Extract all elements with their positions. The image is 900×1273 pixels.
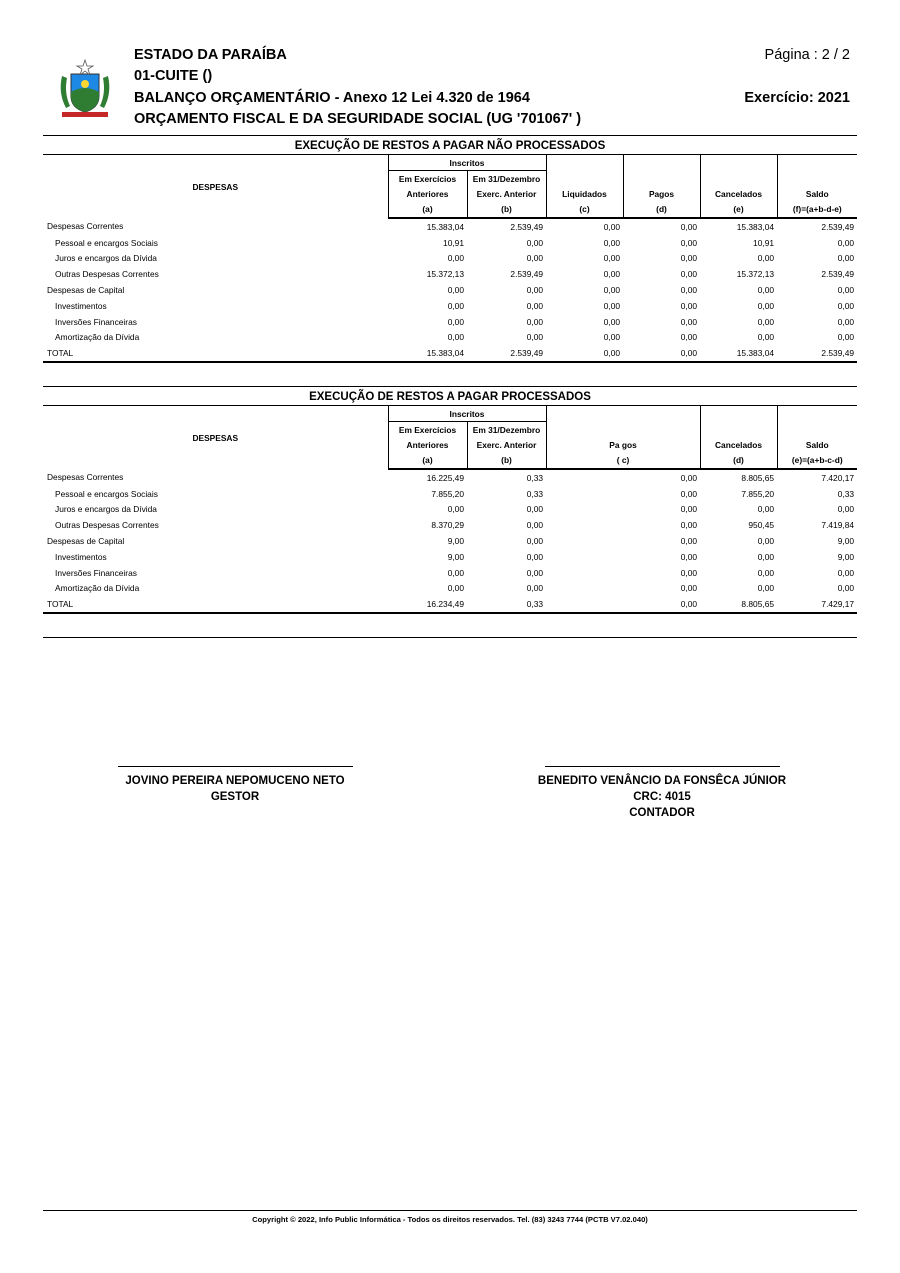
row-value: 0,00 [526,504,544,515]
row-label: Juros e encargos da Dívida [55,253,157,264]
row-value: 0,00 [837,332,855,343]
row-label: Investimentos [55,300,107,311]
row-value: 0,00 [526,332,544,343]
section-title: EXECUÇÃO DE RESTOS A PAGAR PROCESSADOS [43,389,857,406]
col-f-header: Saldo [777,186,857,201]
table-row [43,314,857,330]
col-e-code: (e)=(a+b-c-d) [777,452,857,469]
row-value: 9,00 [837,536,855,547]
row-value: 0,00 [680,567,698,578]
row-value: 8.805,65 [741,472,775,483]
row-value: 0,00 [447,583,464,594]
col-b-sub: Exerc. Anterior [467,437,546,452]
row-value: 0,00 [603,237,621,248]
row-value: 0,00 [680,583,698,594]
row-value: 0,00 [623,345,700,362]
row-value: 0,00 [526,300,544,311]
row-label: Despesas de Capital [47,536,125,547]
row-value: 0,00 [526,316,544,327]
signer-role: CONTADOR [629,807,695,819]
row-value: 0,00 [680,332,698,343]
col-d-header: Cancelados [700,437,777,452]
col-a-code: (a) [388,201,467,218]
signature-line [545,766,780,767]
row-value: 0,00 [837,237,855,248]
row-value: 0,00 [680,300,698,311]
row-value: 7.855,20 [741,488,775,499]
signature-manager [100,766,370,805]
row-value: 0,00 [526,520,544,531]
table-row [43,502,857,518]
row-value: 0,00 [526,567,544,578]
signer-name: JOVINO PEREIRA NEPOMUCENO NETO [125,775,345,787]
row-value: 0,00 [447,504,464,515]
row-value: 0,00 [680,316,698,327]
row-value: 950,45 [748,520,775,531]
row-value: 15.372,13 [736,269,775,280]
table-row [43,266,857,282]
row-value: 0,00 [837,300,855,311]
row-value: 0,33 [526,488,544,499]
row-value: 0,00 [680,488,698,499]
row-value: 0,00 [757,583,775,594]
col-despesas: DESPESAS [192,181,239,192]
row-value: 2.539,49 [467,345,546,362]
row-value: 10,91 [753,237,775,248]
row-value: 9,00 [447,536,464,547]
signature-accountant [512,766,812,821]
row-value: 0,33 [837,488,855,499]
divider [43,135,857,136]
copyright-footer: Copyright © 2022, Info Public Informática - Todos os direitos reservados. Tel. (83) 3243 7744 (PCTB V7.02.040) [43,1210,857,1224]
col-a-sub: Anteriores [388,437,467,452]
report-title: BALANÇO ORÇAMENTÁRIO - Anexo 12 Lei 4.320 de 1964 [134,90,530,106]
row-value: 0,00 [837,583,855,594]
row-value: 0,00 [680,237,698,248]
row-label: Despesas Correntes [47,472,124,483]
row-value: 0,00 [603,269,621,280]
row-value: 15.383,04 [736,221,775,232]
row-label: Investimentos [55,551,107,562]
row-value: 0,00 [757,316,775,327]
row-value: 2.539,49 [821,221,855,232]
col-despesas: DESPESAS [192,432,239,443]
table-processed [43,389,857,614]
row-value: 0,00 [526,536,544,547]
row-value: 0,00 [546,345,623,362]
col-c-header: Pa gos [546,437,700,452]
row-value: 0,00 [603,300,621,311]
row-value: 0,00 [837,253,855,264]
row-value: 0,33 [526,472,544,483]
row-value: 0,00 [447,253,464,264]
coat-of-arms-logo [56,58,114,120]
table-row [43,581,857,597]
table-row [43,235,857,251]
row-value: 0,00 [526,253,544,264]
table-row [43,533,857,549]
fiscal-year: Exercício: 2021 [744,90,850,106]
row-label: Amortização da Dívida [55,332,140,343]
row-value: 0,00 [447,285,464,296]
table-row [43,486,857,502]
state-name: ESTADO DA PARAÍBA [134,47,287,63]
row-value: 2.539,49 [821,269,855,280]
row-value: 0,00 [680,520,698,531]
signer-name: BENEDITO VENÂNCIO DA FONSÊCA JÚNIOR [537,775,787,787]
row-value: 0,00 [680,269,698,280]
signature-line [118,766,353,767]
table-row [43,251,857,267]
row-value: 15.372,13 [426,269,464,280]
table-row [43,218,857,235]
section-title: EXECUÇÃO DE RESTOS A PAGAR NÃO PROCESSADOS [43,138,857,155]
col-f-code: (f)=(a+b-d-e) [777,201,857,218]
row-value: 15.383,04 [388,345,467,362]
col-a-sub: Anteriores [388,186,467,201]
col-group-inscritos: Inscritos [388,406,546,422]
row-value: 0,00 [546,596,700,613]
row-value: 0,00 [680,536,698,547]
divider [43,637,857,638]
row-label: Pessoal e encargos Sociais [55,237,158,248]
col-a-code: (a) [388,452,467,469]
signer-role: GESTOR [210,791,260,803]
row-value: 15.383,04 [426,221,464,232]
row-value: 7.420,17 [821,472,855,483]
row-value: 0,00 [837,567,855,578]
row-value: 2.539,49 [510,269,544,280]
row-value: 8.805,65 [700,596,777,613]
row-label: Inversões Financeiras [55,567,137,578]
table-row [43,298,857,314]
row-value: 0,00 [526,551,544,562]
table-unprocessed [43,138,857,363]
row-label: Outras Despesas Correntes [55,269,159,280]
row-value: 0,00 [757,332,775,343]
row-value: 0,00 [447,567,464,578]
row-value: 7.429,17 [777,596,857,613]
row-value: 0,00 [603,253,621,264]
col-b-header: Em 31/Dezembro [467,422,546,438]
row-value: 0,00 [603,221,621,232]
row-value: 0,00 [837,285,855,296]
table-row [43,469,857,486]
col-c-header: Liquidados [546,186,623,201]
row-value: 16.225,49 [426,472,464,483]
col-e-code: (e) [700,201,777,218]
row-label: Amortização da Dívida [55,583,140,594]
row-value: 8.370,29 [431,520,464,531]
col-group-inscritos: Inscritos [388,155,546,171]
row-value: 16.234,49 [388,596,467,613]
row-label: Pessoal e encargos Sociais [55,488,158,499]
row-label: Despesas de Capital [47,285,125,296]
col-b-code: (b) [467,452,546,469]
row-label: Despesas Correntes [47,221,124,232]
row-value: 0,00 [757,300,775,311]
table-row [43,282,857,298]
row-value: 0,00 [757,253,775,264]
row-value: 15.383,04 [700,345,777,362]
row-value: 0,00 [757,504,775,515]
divider [43,386,857,387]
row-value: 0,00 [447,332,464,343]
row-value: 0,00 [526,285,544,296]
row-label: Juros e encargos da Dívida [55,504,157,515]
row-value: 0,00 [837,504,855,515]
row-value: 0,00 [447,316,464,327]
row-value: 0,00 [680,504,698,515]
row-value: 0,00 [680,285,698,296]
col-d-code: (d) [700,452,777,469]
row-value: 0,00 [680,253,698,264]
col-b-sub: Exerc. Anterior [467,186,546,201]
row-value: 0,00 [526,237,544,248]
row-value: 0,00 [526,583,544,594]
report-scope: ORÇAMENTO FISCAL E DA SEGURIDADE SOCIAL (UG '701067' ) [134,111,582,127]
row-value: 0,00 [603,316,621,327]
table-row [43,517,857,533]
col-b-header: Em 31/Dezembro [467,171,546,187]
row-value: 0,00 [757,285,775,296]
row-value: 0,00 [447,300,464,311]
col-a-header: Em Exercícios [388,171,467,187]
col-c-code: (c) [546,201,623,218]
row-label: TOTAL [43,345,388,362]
row-value: 9,00 [447,551,464,562]
col-a-header: Em Exercícios [388,422,467,438]
row-value: 0,00 [757,567,775,578]
row-value: 0,00 [603,332,621,343]
table-row [43,549,857,565]
row-value: 0,33 [467,596,546,613]
table-row [43,345,857,362]
row-label: Inversões Financeiras [55,316,137,327]
entity-name: 01-CUITE () [134,68,213,84]
row-value: 0,00 [680,472,698,483]
row-label: Outras Despesas Correntes [55,520,159,531]
page-number: Página : 2 / 2 [764,47,850,63]
row-value: 7.855,20 [431,488,464,499]
row-value: 2.539,49 [510,221,544,232]
table-row [43,565,857,581]
row-value: 2.539,49 [777,345,857,362]
signer-crc: CRC: 4015 [633,791,691,803]
row-value: 10,91 [443,237,464,248]
col-e-header: Saldo [777,437,857,452]
col-e-header: Cancelados [700,186,777,201]
row-value: 9,00 [837,551,855,562]
row-value: 0,00 [680,551,698,562]
col-d-header: Pagos [623,186,700,201]
row-value: 0,00 [837,316,855,327]
row-label: TOTAL [43,596,388,613]
row-value: 0,00 [603,285,621,296]
table-row [43,596,857,613]
col-c-code: ( c) [546,452,700,469]
col-d-code: (d) [623,201,700,218]
row-value: 0,00 [757,536,775,547]
col-b-code: (b) [467,201,546,218]
row-value: 0,00 [757,551,775,562]
row-value: 7.419,84 [821,520,855,531]
row-value: 0,00 [680,221,698,232]
table-row [43,330,857,346]
